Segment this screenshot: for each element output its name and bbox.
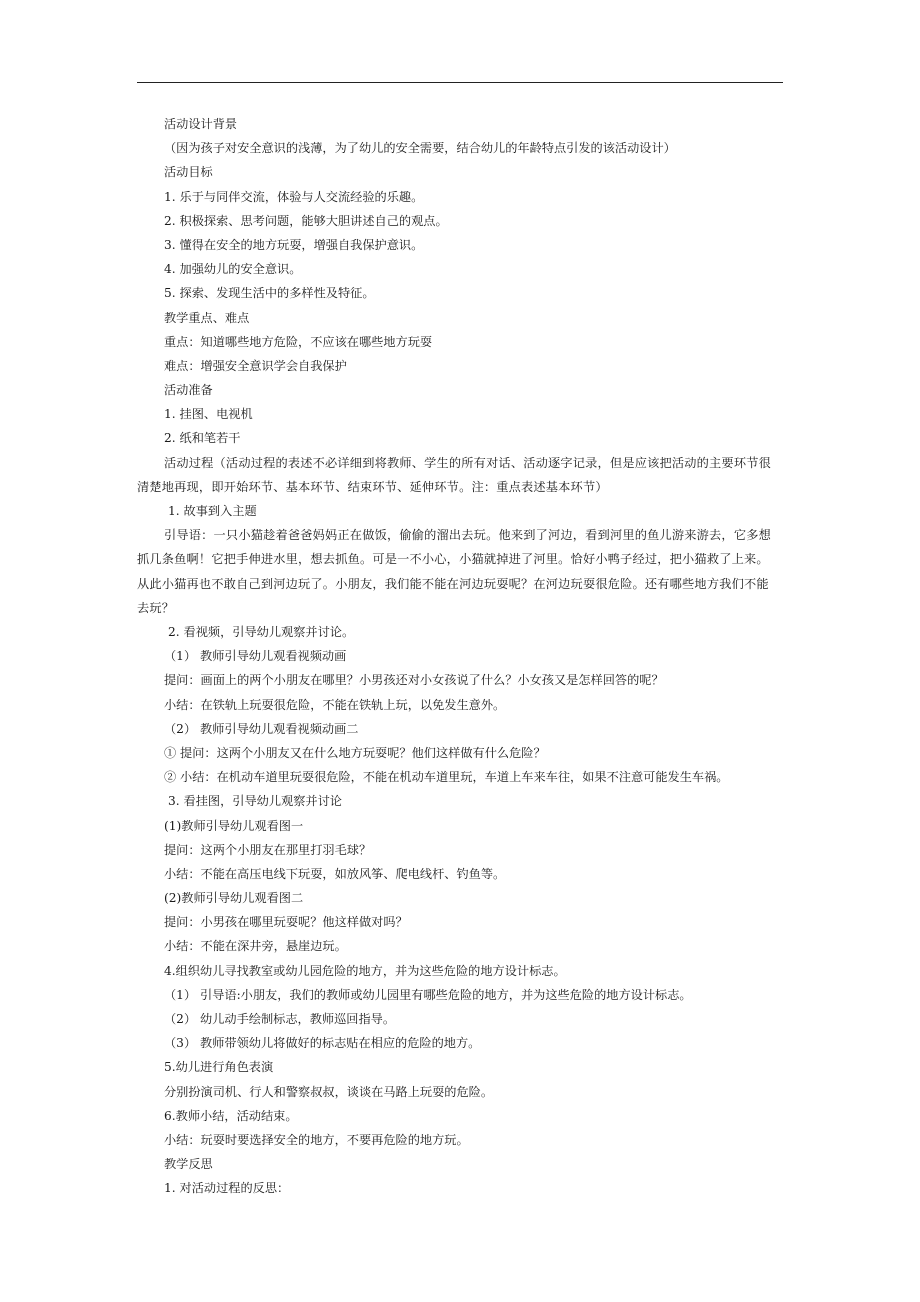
text-line: 4. 加强幼儿的安全意识。 (164, 262, 302, 277)
text-line: （2） 幼儿动手绘制标志，教师巡回指导。 (164, 1012, 396, 1027)
story-paragraph: 引导语：一只小猫趁着爸爸妈妈正在做饭，偷偷的溜出去玩。他来到了河边，看到河里的鱼儿游来游去，它多想抓几条鱼啊！它把手伸进水里，想去抓鱼。可是一不小心，小猫就掉进了河里。恰好小鸭子经过，把小猫救了上来。从此小猫再也不敢自己到河边玩了。小朋友，我们能不能在河边玩耍呢？在河边玩耍很危险。还有哪些地方我们不能去玩？ (137, 528, 771, 615)
text-line: 小结：不能在高压电线下玩耍，如放风筝、爬电线杆、钓鱼等。 (164, 866, 506, 881)
text-line: 提问：这两个小朋友在那里打羽毛球？ (164, 842, 372, 857)
text-line: 3. 看挂图，引导幼儿观察并讨论 (168, 794, 342, 809)
text-line: 5. 探索、发现生活中的多样性及特征。 (164, 286, 375, 301)
text-line: （1） 引导语:小朋友，我们的教师或幼儿园里有哪些危险的地方，并为这些危险的地方设计标志。 (164, 987, 692, 1002)
text-line: 小结：玩耍时要选择安全的地方，不要再危险的地方玩。 (164, 1132, 469, 1147)
text-line: 小结：不能在深井旁，悬崖边玩。 (164, 939, 347, 954)
text-line: 难点：增强安全意识学会自我保护 (164, 358, 347, 373)
document-body (137, 112, 787, 1201)
text-line: 教学重点、难点 (164, 310, 250, 325)
text-line: 活动准备 (164, 383, 213, 398)
section-intro (137, 112, 787, 451)
text-line: （2） 教师引导幼儿观看视频动画二 (164, 721, 359, 736)
text-line: ① 提问：这两个小朋友又在什么地方玩耍呢？他们这样做有什么危险？ (164, 745, 546, 760)
text-line: 提问：画面上的两个小朋友在哪里？小男孩还对小女孩说了什么？小女孩又是怎样回答的呢？ (164, 673, 664, 688)
text-line: 1. 乐于与同伴交流，体验与人交流经验的乐趣。 (164, 189, 424, 204)
text-line: （1） 教师引导幼儿观看视频动画 (164, 649, 347, 664)
text-line: (1)教师引导幼儿观看图一 (164, 818, 304, 833)
section-steps (137, 620, 787, 1201)
text-line: 活动目标 (164, 165, 213, 180)
text-line: （因为孩子对安全意识的浅薄，为了幼儿的安全需要，结合幼儿的年龄特点引发的该活动设计） (164, 141, 676, 156)
text-line: (2)教师引导幼儿观看图二 (164, 891, 304, 906)
text-line: 3. 懂得在安全的地方玩耍，增强自我保护意识。 (164, 237, 424, 252)
text-line: 提问：小男孩在哪里玩耍呢？他这样做对吗？ (164, 915, 408, 930)
text-line: （3） 教师带领幼儿将做好的标志贴在相应的危险的地方。 (164, 1036, 481, 1051)
text-line: 分别扮演司机、行人和警察叔叔，谈谈在马路上玩耍的危险。 (164, 1084, 494, 1099)
text-line: 1. 挂图、电视机 (164, 407, 253, 422)
text-line: 2. 积极探索、思考问题，能够大胆讲述自己的观点。 (164, 213, 448, 228)
text-line: ② 小结：在机动车道里玩耍很危险，不能在机动车道里玩，车道上车来车往，如果不注意可能发生车祸。 (164, 770, 729, 785)
text-line: 2. 看视频，引导幼儿观察并讨论。 (168, 625, 355, 640)
text-line: 重点：知道哪些地方危险，不应该在哪些地方玩耍 (164, 334, 433, 349)
section-step1 (137, 499, 787, 523)
text-line: 5.幼儿进行角色表演 (164, 1060, 274, 1075)
text-line: 1. 故事到入主题 (168, 504, 257, 519)
text-line: 教学反思 (164, 1157, 213, 1172)
text-line: 2. 纸和笔若干 (164, 431, 241, 446)
text-line: 小结：在铁轨上玩耍很危险，不能在铁轨上玩，以免发生意外。 (164, 697, 506, 712)
header-rule (137, 82, 783, 83)
text-line: 1. 对活动过程的反思： (164, 1181, 290, 1196)
text-line: 4.组织幼儿寻找教室或幼儿园危险的地方，并为这些危险的地方设计标志。 (164, 963, 566, 978)
text-line: 活动设计背景 (164, 117, 238, 131)
process-paragraph: 活动过程（活动过程的表述不必详细到将教师、学生的所有对话、活动逐字记录，但是应该把活动的主要环节很清楚地再现，即开始环节、基本环节、结束环节、延伸环节。注：重点表述基本环节） (137, 455, 771, 494)
text-line: 6.教师小结，活动结束。 (164, 1108, 298, 1123)
